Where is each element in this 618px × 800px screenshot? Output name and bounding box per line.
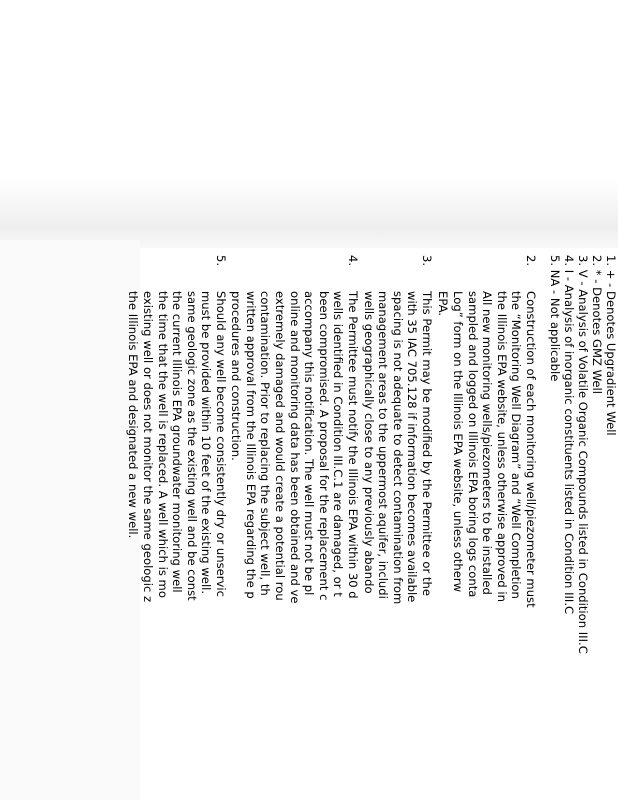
paragraph-line: Should any well become consistently dry or unservic (214, 291, 228, 597)
scan-shadow-band (0, 178, 618, 248)
paragraph-line: wells identified in Condition III.C.1 are damaged, or t (331, 291, 346, 597)
paragraph-line: been compromised. A proposal for the replacement c (316, 291, 331, 601)
item-paragraph (361, 291, 434, 800)
paragraph-line: the Illinois EPA and designated a new well. (126, 291, 141, 539)
paragraph-line: Construction of each monitoring well/piezometer must (524, 291, 538, 608)
item-paragraph (229, 291, 360, 800)
item-number: 2. (524, 255, 538, 267)
paragraph-line: contamination. Prior to replacing the subject well, th (258, 291, 273, 596)
legend-line: 5. NA - Not applicable (548, 255, 562, 382)
paragraph-line: This Permit may be modified by the Permittee or the (420, 291, 434, 596)
item-number: 5. (214, 255, 228, 267)
paragraph-line: with 35 IAC 705.128 if information becomes available (405, 291, 420, 603)
paragraph-line: Log” form on the Illinois EPA website, unless otherw (451, 291, 466, 593)
paragraph-line: accompany this notification. The well must not be pl (302, 291, 317, 596)
legend-line: 2. * - Denotes GMZ Well (590, 255, 604, 394)
paragraph-line: All new monitoring wells/piezometers to be installed (480, 291, 495, 595)
paragraph-line: must be provided within 10 feet of the existing well. (199, 291, 214, 595)
paragraph-line: spacing is not adequate to detect contamination from (390, 291, 405, 605)
paragraph-line: management areas to the uppermost aquifer, includi (376, 291, 391, 599)
legend-line: 3. V - Analysis of Volatile Organic Compounds listed in Condition III.C (576, 255, 590, 654)
item-number: 4. (346, 255, 360, 267)
paragraph-line: the time that the well is replaced. A well which is mo (155, 291, 170, 598)
scan-margin-shade (0, 240, 140, 800)
rotated-page (126, 255, 618, 800)
paragraph-line: extremely damaged and would create a potential rou (273, 291, 288, 601)
paragraph-line: online and monitoring data has been obtained and ve (287, 291, 302, 604)
paragraph-line: same geologic zone as the existing well and be const (184, 291, 199, 601)
paragraph-line: written approval from the Illinois EPA regarding the p (243, 291, 258, 599)
paragraph-line: The Permittee must notify the Illinois EPA within 30 d (346, 291, 360, 599)
item-number: 3. (420, 255, 434, 267)
paragraph-line: wells geographically close to any previously abando (361, 291, 376, 594)
paragraph-line: existing well or does not monitor the same geologic z (141, 291, 156, 603)
item-paragraph (126, 291, 228, 800)
paragraph-line: the current Illinois EPA groundwater monitoring well (170, 291, 185, 593)
item-paragraph (436, 291, 538, 800)
legend-line: 4. I - Analysis of inorganic constituents listed in Condition III.C (562, 255, 576, 615)
paragraph-line: procedures and construction. (229, 291, 244, 461)
paragraph-line: the Illinois EPA website, unless otherwise approved in (494, 291, 509, 602)
legend-line: 1. + - Denotes Upgradient Well (604, 255, 618, 436)
paragraph-line: the “Monitoring Well Diagram” and “Well Completion (509, 291, 524, 599)
paragraph-line: EPA. (436, 291, 451, 316)
paragraph-line: sampled and logged on Illinois EPA boring logs conta (465, 291, 480, 598)
